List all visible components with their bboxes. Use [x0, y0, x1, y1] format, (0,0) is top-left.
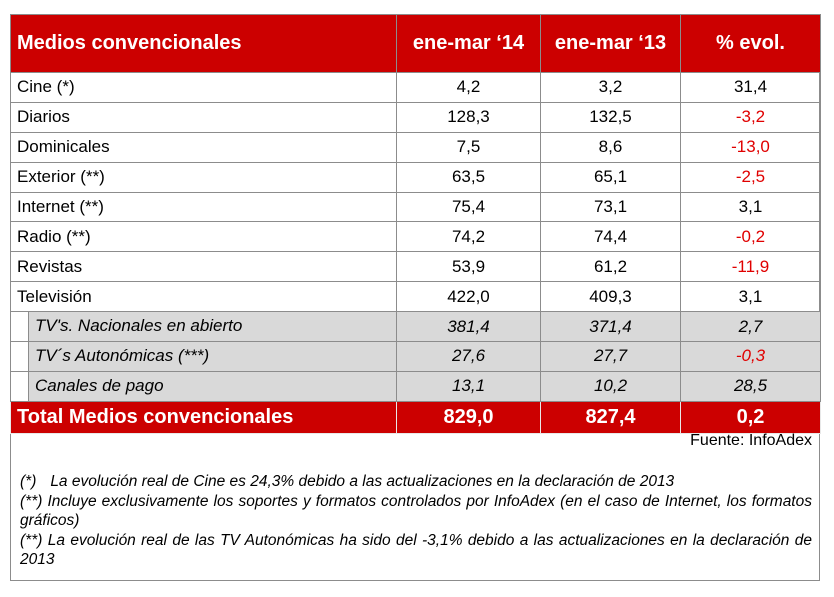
table-header-row: [11, 15, 821, 73]
value-2013: 8,6: [541, 132, 681, 162]
value-evol: 3,1: [681, 282, 821, 312]
row-label: Diarios: [11, 102, 397, 132]
col-header-2013: ene-mar ‘13: [541, 15, 681, 73]
footnote-text: La evolución real de las TV Autonómicas ha sido del -3,1% debido a las actualizaciones en la declaración de 2013: [20, 531, 812, 568]
total-2013: 827,4: [541, 401, 681, 433]
subrow-label: TV's. Nacionales en abierto: [29, 312, 396, 341]
value-2014: 7,5: [397, 132, 541, 162]
subrow-label-cell: [11, 312, 397, 342]
row-label: Revistas: [11, 252, 397, 282]
value-2014: 381,4: [397, 312, 541, 342]
value-2014: 422,0: [397, 282, 541, 312]
footnote-text: Incluye exclusivamente los soportes y formatos controlados por InfoAdex (en el caso de Internet, los formatos gráficos): [20, 492, 812, 529]
table-subrow: [11, 312, 821, 342]
table-row: [11, 132, 821, 162]
footnote: [20, 472, 812, 492]
table-row: [11, 102, 821, 132]
value-2014: 53,9: [397, 252, 541, 282]
indent-gap: [11, 312, 29, 341]
value-2013: 74,4: [541, 222, 681, 252]
footnote-text: La evolución real de Cine es 24,3% debido a las actualizaciones en la declaración de 2013: [50, 473, 675, 490]
col-header-medios: Medios convencionales: [11, 15, 397, 73]
value-evol: -0,3: [681, 342, 821, 372]
value-evol: -2,5: [681, 162, 821, 192]
value-2013: 61,2: [541, 252, 681, 282]
table-row: [11, 162, 821, 192]
value-2014: 75,4: [397, 192, 541, 222]
row-label: Cine (*): [11, 73, 397, 103]
value-2013: 27,7: [541, 342, 681, 372]
value-evol: 2,7: [681, 312, 821, 342]
row-label: Exterior (**): [11, 162, 397, 192]
footnote: [20, 531, 812, 570]
footnote-mark: (**): [20, 492, 43, 510]
value-2013: 132,5: [541, 102, 681, 132]
total-2014: 829,0: [397, 401, 541, 433]
subrow-label-cell: [11, 342, 397, 372]
row-label: Internet (**): [11, 192, 397, 222]
subrow-label: Canales de pago: [29, 372, 396, 401]
footnote: [20, 492, 812, 531]
value-2013: 10,2: [541, 371, 681, 401]
table-row: [11, 282, 821, 312]
table-subrow: [11, 342, 821, 372]
table-subrow: [11, 371, 821, 401]
footnote-mark: (*): [20, 473, 37, 490]
row-label: Radio (**): [11, 222, 397, 252]
table-row: [11, 252, 821, 282]
col-header-evol: % evol.: [681, 15, 821, 73]
subrow-label-cell: [11, 371, 397, 401]
value-evol: -11,9: [681, 252, 821, 282]
value-2013: 3,2: [541, 73, 681, 103]
value-evol: -3,2: [681, 102, 821, 132]
indent-gap: [11, 342, 29, 371]
value-evol: -13,0: [681, 132, 821, 162]
value-evol: 31,4: [681, 73, 821, 103]
value-evol: 3,1: [681, 192, 821, 222]
source-label: Fuente: InfoAdex: [690, 432, 812, 449]
footnote-mark: (**): [20, 531, 43, 549]
value-2014: 63,5: [397, 162, 541, 192]
total-evol: 0,2: [681, 401, 821, 433]
footnotes: [20, 472, 812, 570]
table-row: [11, 73, 821, 103]
table-row: [11, 222, 821, 252]
subrow-label: TV´s Autonómicas (***): [29, 342, 396, 371]
value-2014: 13,1: [397, 371, 541, 401]
total-row: [11, 401, 821, 433]
value-2013: 371,4: [541, 312, 681, 342]
value-evol: -0,2: [681, 222, 821, 252]
table-row: [11, 192, 821, 222]
row-label: Dominicales: [11, 132, 397, 162]
value-2013: 73,1: [541, 192, 681, 222]
value-2014: 4,2: [397, 73, 541, 103]
value-2013: 409,3: [541, 282, 681, 312]
row-label: Televisión: [11, 282, 397, 312]
col-header-2014: ene-mar ‘14: [397, 15, 541, 73]
value-2013: 65,1: [541, 162, 681, 192]
value-2014: 27,6: [397, 342, 541, 372]
indent-gap: [11, 372, 29, 401]
value-2014: 74,2: [397, 222, 541, 252]
total-label: Total Medios convencionales: [11, 401, 397, 433]
value-evol: 28,5: [681, 371, 821, 401]
media-table: [10, 14, 821, 434]
value-2014: 128,3: [397, 102, 541, 132]
